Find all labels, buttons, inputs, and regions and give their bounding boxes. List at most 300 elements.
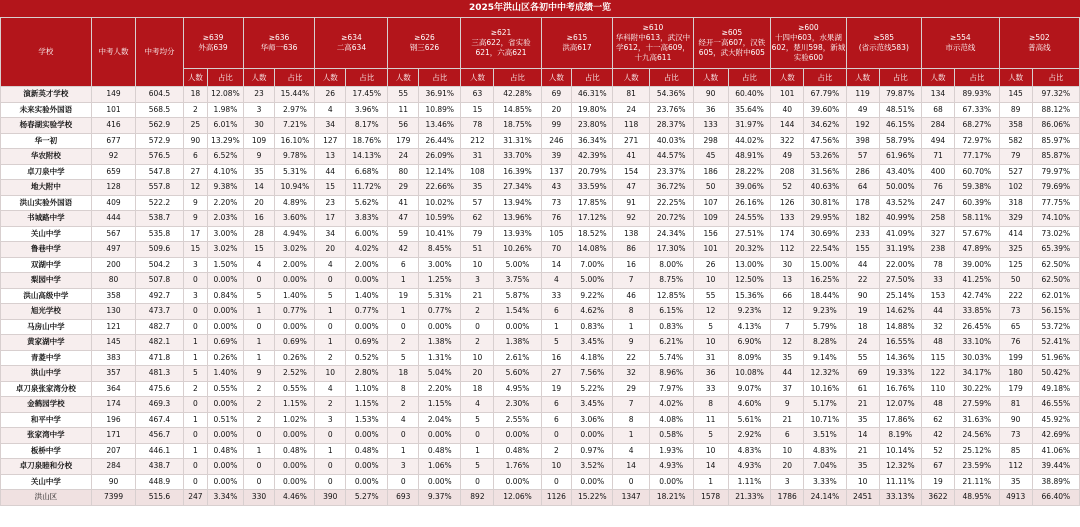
count-cell: 133 <box>693 118 728 134</box>
school-name-cell: 板桥中学 <box>1 443 92 459</box>
count-cell: 52 <box>921 443 954 459</box>
percent-cell: 52.41% <box>1032 335 1079 351</box>
count-cell: 126 <box>771 195 804 211</box>
count-cell: 2 <box>461 304 494 320</box>
percent-cell: 41.25% <box>954 273 999 289</box>
percent-cell: 5.27% <box>346 490 388 506</box>
count-cell: 19 <box>388 288 419 304</box>
count-cell: 5 <box>315 288 346 304</box>
percent-cell: 4.89% <box>275 195 315 211</box>
percent-cell: 18.52% <box>572 226 613 242</box>
average-score-cell: 471.8 <box>136 350 183 366</box>
group-schools: 二高634 <box>336 43 367 52</box>
count-cell: 327 <box>921 226 954 242</box>
table-row <box>1 226 1080 242</box>
count-cell: 179 <box>388 133 419 149</box>
count-cell: 10 <box>693 273 728 289</box>
average-score-cell: 492.7 <box>136 288 183 304</box>
count-cell: 57 <box>846 149 879 165</box>
count-cell: 199 <box>999 350 1032 366</box>
percent-cell: 27.51% <box>728 226 770 242</box>
percent-cell: 56.15% <box>1032 304 1079 320</box>
percent-cell: 27.34% <box>494 180 541 196</box>
percent-cell: 23.37% <box>649 164 693 180</box>
count-cell: 30 <box>243 118 275 134</box>
count-cell: 43 <box>541 180 572 196</box>
count-cell: 26 <box>693 257 728 273</box>
percent-cell: 10.94% <box>275 180 315 196</box>
percent-cell: 25.14% <box>879 288 921 304</box>
percent-cell: 1.93% <box>649 443 693 459</box>
average-score-cell: 438.7 <box>136 459 183 475</box>
school-name-cell: 关山中学 <box>1 226 92 242</box>
col-header-pct-label: 占比 <box>494 69 541 87</box>
percent-cell: 15.44% <box>275 87 315 103</box>
percent-cell: 44.57% <box>649 149 693 165</box>
average-score-cell: 504.2 <box>136 257 183 273</box>
percent-cell: 47.89% <box>954 242 999 258</box>
table-row <box>1 257 1080 273</box>
percent-cell: 6.01% <box>208 118 243 134</box>
table-row <box>1 381 1080 397</box>
count-cell: 138 <box>613 226 650 242</box>
percent-cell: 33.10% <box>954 335 999 351</box>
count-cell: 62 <box>461 211 494 227</box>
count-cell: 17 <box>183 226 208 242</box>
count-cell: 20 <box>461 366 494 382</box>
student-count-cell: 196 <box>91 412 136 428</box>
group-schools: 华科附中613，武汉中学612，十一高609，十九高611 <box>615 33 691 62</box>
count-cell: 0 <box>243 474 275 490</box>
percent-cell: 36.91% <box>419 87 461 103</box>
count-cell: 3 <box>771 474 804 490</box>
average-score-cell: 557.8 <box>136 180 183 196</box>
percent-cell: 26.16% <box>728 195 770 211</box>
percent-cell: 13.93% <box>494 226 541 242</box>
percent-cell: 51.96% <box>1032 350 1079 366</box>
count-cell: 42 <box>921 428 954 444</box>
count-cell: 7 <box>613 397 650 413</box>
percent-cell: 39.60% <box>804 102 846 118</box>
count-cell: 11 <box>693 412 728 428</box>
count-cell: 17 <box>315 211 346 227</box>
count-cell: 1 <box>183 412 208 428</box>
percent-cell: 2.30% <box>494 397 541 413</box>
count-cell: 2451 <box>846 490 879 506</box>
group-threshold: ≥639 <box>202 33 224 42</box>
count-cell: 0 <box>243 273 275 289</box>
school-name-cell: 金鹤园学校 <box>1 397 92 413</box>
percent-cell: 3.00% <box>419 257 461 273</box>
count-cell: 29 <box>613 381 650 397</box>
percent-cell: 3.33% <box>804 474 846 490</box>
percent-cell: 2.20% <box>419 381 461 397</box>
count-cell: 3 <box>183 257 208 273</box>
count-cell: 1 <box>183 335 208 351</box>
count-cell: 0 <box>388 428 419 444</box>
percent-cell: 10.71% <box>804 412 846 428</box>
count-cell: 102 <box>999 180 1032 196</box>
count-cell: 4 <box>315 381 346 397</box>
percent-cell: 60.40% <box>728 87 770 103</box>
percent-cell: 40.03% <box>649 133 693 149</box>
col-header-group <box>921 18 999 69</box>
student-count-cell: 149 <box>91 87 136 103</box>
student-count-cell: 130 <box>91 304 136 320</box>
percent-cell: 5.79% <box>804 319 846 335</box>
count-cell: 2 <box>183 381 208 397</box>
col-header-pct-label: 占比 <box>346 69 388 87</box>
percent-cell: 33.85% <box>954 304 999 320</box>
percent-cell: 17.85% <box>572 195 613 211</box>
group-schools: 华师一636 <box>260 43 298 52</box>
count-cell: 1 <box>388 273 419 289</box>
count-cell: 18 <box>461 381 494 397</box>
count-cell: 4 <box>541 273 572 289</box>
student-count-cell: 497 <box>91 242 136 258</box>
percent-cell: 0.48% <box>419 443 461 459</box>
percent-cell: 0.69% <box>275 335 315 351</box>
percent-cell: 4.95% <box>494 381 541 397</box>
table-row <box>1 242 1080 258</box>
col-header-group <box>771 18 846 69</box>
count-cell: 57 <box>461 195 494 211</box>
percent-cell: 0.77% <box>346 304 388 320</box>
group-threshold: ≥636 <box>268 33 290 42</box>
percent-cell: 0.00% <box>208 273 243 289</box>
count-cell: 0 <box>183 304 208 320</box>
count-cell: 41 <box>388 195 419 211</box>
percent-cell: 0.00% <box>275 428 315 444</box>
count-cell: 47 <box>613 180 650 196</box>
percent-cell: 15.22% <box>572 490 613 506</box>
percent-cell: 0.00% <box>494 428 541 444</box>
percent-cell: 10.14% <box>879 443 921 459</box>
group-schools: (省示范线583) <box>858 43 909 52</box>
percent-cell: 3.51% <box>804 428 846 444</box>
count-cell: 247 <box>921 195 954 211</box>
group-threshold: ≥585 <box>873 33 895 42</box>
count-cell: 73 <box>999 304 1032 320</box>
percent-cell: 14.08% <box>572 242 613 258</box>
percent-cell: 21.33% <box>728 490 770 506</box>
percent-cell: 42.69% <box>1032 428 1079 444</box>
col-header-count-label: 人数 <box>921 69 954 87</box>
count-cell: 105 <box>541 226 572 242</box>
percent-cell: 10.08% <box>728 366 770 382</box>
average-score-cell: 535.8 <box>136 226 183 242</box>
count-cell: 112 <box>999 459 1032 475</box>
percent-cell: 59.38% <box>954 180 999 196</box>
percent-cell: 0.48% <box>346 443 388 459</box>
group-threshold: ≥600 <box>798 23 819 32</box>
count-cell: 90 <box>183 133 208 149</box>
student-count-cell: 145 <box>91 335 136 351</box>
percent-cell: 43.52% <box>879 195 921 211</box>
count-cell: 2 <box>315 397 346 413</box>
count-cell: 33 <box>541 288 572 304</box>
col-header-pct-label: 占比 <box>649 69 693 87</box>
count-cell: 1126 <box>541 490 572 506</box>
percent-cell: 58.79% <box>879 133 921 149</box>
count-cell: 4 <box>315 102 346 118</box>
count-cell: 0 <box>461 428 494 444</box>
count-cell: 414 <box>999 226 1032 242</box>
percent-cell: 4.60% <box>728 397 770 413</box>
count-cell: 22 <box>846 273 879 289</box>
count-cell: 44 <box>315 164 346 180</box>
percent-cell: 2.00% <box>346 257 388 273</box>
percent-cell: 65.39% <box>1032 242 1079 258</box>
count-cell: 15 <box>315 180 346 196</box>
percent-cell: 12.07% <box>879 397 921 413</box>
percent-cell: 26.45% <box>954 319 999 335</box>
percent-cell: 74.10% <box>1032 211 1079 227</box>
count-cell: 398 <box>846 133 879 149</box>
count-cell: 16 <box>541 350 572 366</box>
percent-cell: 39.44% <box>1032 459 1079 475</box>
percent-cell: 2.04% <box>419 412 461 428</box>
count-cell: 18 <box>846 319 879 335</box>
percent-cell: 3.34% <box>208 490 243 506</box>
count-cell: 21 <box>846 397 879 413</box>
table-row <box>1 164 1080 180</box>
percent-cell: 48.95% <box>954 490 999 506</box>
count-cell: 1 <box>315 335 346 351</box>
percent-cell: 1.98% <box>208 102 243 118</box>
count-cell: 26 <box>315 87 346 103</box>
count-cell: 1578 <box>693 490 728 506</box>
percent-cell: 22.00% <box>879 257 921 273</box>
count-cell: 90 <box>693 87 728 103</box>
percent-cell: 79.69% <box>1032 180 1079 196</box>
count-cell: 20 <box>315 242 346 258</box>
count-cell: 71 <box>921 149 954 165</box>
count-cell: 0 <box>183 397 208 413</box>
count-cell: 14 <box>846 428 879 444</box>
average-score-cell: 473.7 <box>136 304 183 320</box>
percent-cell: 23.76% <box>649 102 693 118</box>
count-cell: 12 <box>771 335 804 351</box>
count-cell: 127 <box>315 133 346 149</box>
col-header-group <box>243 18 315 69</box>
col-header-count-label: 人数 <box>613 69 650 87</box>
percent-cell: 9.07% <box>728 381 770 397</box>
percent-cell: 22.25% <box>649 195 693 211</box>
percent-cell: 67.33% <box>954 102 999 118</box>
percent-cell: 17.30% <box>649 242 693 258</box>
group-schools: 经开一高607，汉铁605，武大附中605 <box>698 38 766 57</box>
col-header-school: 学校 <box>1 18 92 87</box>
col-header-pct-label: 占比 <box>1032 69 1079 87</box>
percent-cell: 2.52% <box>275 366 315 382</box>
count-cell: 14 <box>693 459 728 475</box>
percent-cell: 0.00% <box>208 474 243 490</box>
count-cell: 20 <box>243 195 275 211</box>
count-cell: 0 <box>183 474 208 490</box>
percent-cell: 5.87% <box>494 288 541 304</box>
count-cell: 51 <box>461 242 494 258</box>
count-cell: 19 <box>541 381 572 397</box>
percent-cell: 18.75% <box>494 118 541 134</box>
count-cell: 125 <box>999 257 1032 273</box>
count-cell: 35 <box>243 164 275 180</box>
percent-cell: 85.97% <box>1032 133 1079 149</box>
count-cell: 42 <box>388 242 419 258</box>
col-header-pct-label: 占比 <box>572 69 613 87</box>
table-row <box>1 366 1080 382</box>
count-cell: 246 <box>541 133 572 149</box>
percent-cell: 29.95% <box>804 211 846 227</box>
count-cell: 5 <box>693 428 728 444</box>
percent-cell: 0.00% <box>419 428 461 444</box>
average-score-cell: 562.9 <box>136 118 183 134</box>
percent-cell: 72.97% <box>954 133 999 149</box>
count-cell: 286 <box>846 164 879 180</box>
percent-cell: 4.93% <box>649 459 693 475</box>
percent-cell: 5.00% <box>572 273 613 289</box>
percent-cell: 12.32% <box>804 366 846 382</box>
count-cell: 78 <box>461 118 494 134</box>
percent-cell: 4.93% <box>728 459 770 475</box>
percent-cell: 0.00% <box>346 428 388 444</box>
percent-cell: 0.00% <box>419 474 461 490</box>
student-count-cell: 358 <box>91 288 136 304</box>
percent-cell: 3.75% <box>494 273 541 289</box>
percent-cell: 48.51% <box>879 102 921 118</box>
percent-cell: 24.14% <box>804 490 846 506</box>
count-cell: 1 <box>388 443 419 459</box>
percent-cell: 8.19% <box>879 428 921 444</box>
count-cell: 2 <box>243 412 275 428</box>
count-cell: 61 <box>846 381 879 397</box>
count-cell: 238 <box>921 242 954 258</box>
percent-cell: 0.00% <box>346 319 388 335</box>
student-count-cell: 659 <box>91 164 136 180</box>
percent-cell: 0.00% <box>208 428 243 444</box>
table-row <box>1 459 1080 475</box>
percent-cell: 31.97% <box>728 118 770 134</box>
percent-cell: 79.87% <box>879 87 921 103</box>
count-cell: 32 <box>613 366 650 382</box>
percent-cell: 35.64% <box>728 102 770 118</box>
percent-cell: 0.00% <box>419 319 461 335</box>
percent-cell: 26.09% <box>419 149 461 165</box>
percent-cell: 41.06% <box>1032 443 1079 459</box>
count-cell: 50 <box>999 273 1032 289</box>
count-cell: 81 <box>999 397 1032 413</box>
count-cell: 52 <box>771 180 804 196</box>
count-cell: 3622 <box>921 490 954 506</box>
count-cell: 86 <box>613 242 650 258</box>
count-cell: 6 <box>541 304 572 320</box>
count-cell: 182 <box>846 211 879 227</box>
count-cell: 15 <box>243 242 275 258</box>
count-cell: 180 <box>999 366 1032 382</box>
count-cell: 1 <box>461 443 494 459</box>
percent-cell: 50.42% <box>1032 366 1079 382</box>
school-name-cell: 卓刀泉张家湾分校 <box>1 381 92 397</box>
percent-cell: 5.61% <box>728 412 770 428</box>
percent-cell: 47.56% <box>804 133 846 149</box>
percent-cell: 16.10% <box>275 133 315 149</box>
group-schools: 钢三626 <box>409 43 440 52</box>
count-cell: 233 <box>846 226 879 242</box>
percent-cell: 97.32% <box>1032 87 1079 103</box>
percent-cell: 4.13% <box>728 319 770 335</box>
percent-cell: 12.14% <box>419 164 461 180</box>
average-score-cell: 547.8 <box>136 164 183 180</box>
percent-cell: 50.00% <box>879 180 921 196</box>
percent-cell: 0.00% <box>208 304 243 320</box>
percent-cell: 10.89% <box>419 102 461 118</box>
group-threshold: ≥626 <box>414 33 435 42</box>
count-cell: 1 <box>315 443 346 459</box>
count-cell: 66 <box>771 288 804 304</box>
percent-cell: 1.53% <box>346 412 388 428</box>
percent-cell: 17.86% <box>879 412 921 428</box>
count-cell: 0 <box>315 459 346 475</box>
count-cell: 69 <box>846 366 879 382</box>
count-cell: 73 <box>999 428 1032 444</box>
count-cell: 3 <box>243 102 275 118</box>
count-cell: 10 <box>693 443 728 459</box>
count-cell: 192 <box>846 118 879 134</box>
percent-cell: 66.40% <box>1032 490 1079 506</box>
average-score-cell: 538.7 <box>136 211 183 227</box>
count-cell: 22 <box>613 350 650 366</box>
count-cell: 46 <box>613 288 650 304</box>
percent-cell: 42.39% <box>572 149 613 165</box>
school-name-cell: 梨园中学 <box>1 273 92 289</box>
count-cell: 7 <box>613 273 650 289</box>
percent-cell: 0.52% <box>346 350 388 366</box>
count-cell: 48 <box>921 397 954 413</box>
count-cell: 35 <box>461 180 494 196</box>
percent-cell: 10.26% <box>494 242 541 258</box>
count-cell: 155 <box>846 242 879 258</box>
student-count-cell: 80 <box>91 273 136 289</box>
percent-cell: 7.97% <box>649 381 693 397</box>
count-cell: 144 <box>771 118 804 134</box>
percent-cell: 62.50% <box>1032 257 1079 273</box>
percent-cell: 12.32% <box>879 459 921 475</box>
percent-cell: 2.00% <box>275 257 315 273</box>
count-cell: 1 <box>613 319 650 335</box>
percent-cell: 3.45% <box>572 335 613 351</box>
percent-cell: 4.18% <box>572 350 613 366</box>
student-count-cell: 90 <box>91 474 136 490</box>
percent-cell: 33.70% <box>494 149 541 165</box>
count-cell: 1 <box>243 350 275 366</box>
count-cell: 76 <box>921 180 954 196</box>
count-cell: 0 <box>541 428 572 444</box>
count-cell: 30 <box>771 257 804 273</box>
school-name-cell: 洪山区 <box>1 490 92 506</box>
average-score-cell: 482.1 <box>136 335 183 351</box>
count-cell: 49 <box>771 149 804 165</box>
percent-cell: 2.97% <box>275 102 315 118</box>
percent-cell: 31.19% <box>879 242 921 258</box>
count-cell: 90 <box>846 288 879 304</box>
percent-cell: 1.76% <box>494 459 541 475</box>
count-cell: 582 <box>999 133 1032 149</box>
student-count-cell: 128 <box>91 180 136 196</box>
percent-cell: 14.62% <box>879 304 921 320</box>
percent-cell: 11.72% <box>346 180 388 196</box>
school-name-cell: 地大附中 <box>1 180 92 196</box>
count-cell: 39 <box>541 149 572 165</box>
